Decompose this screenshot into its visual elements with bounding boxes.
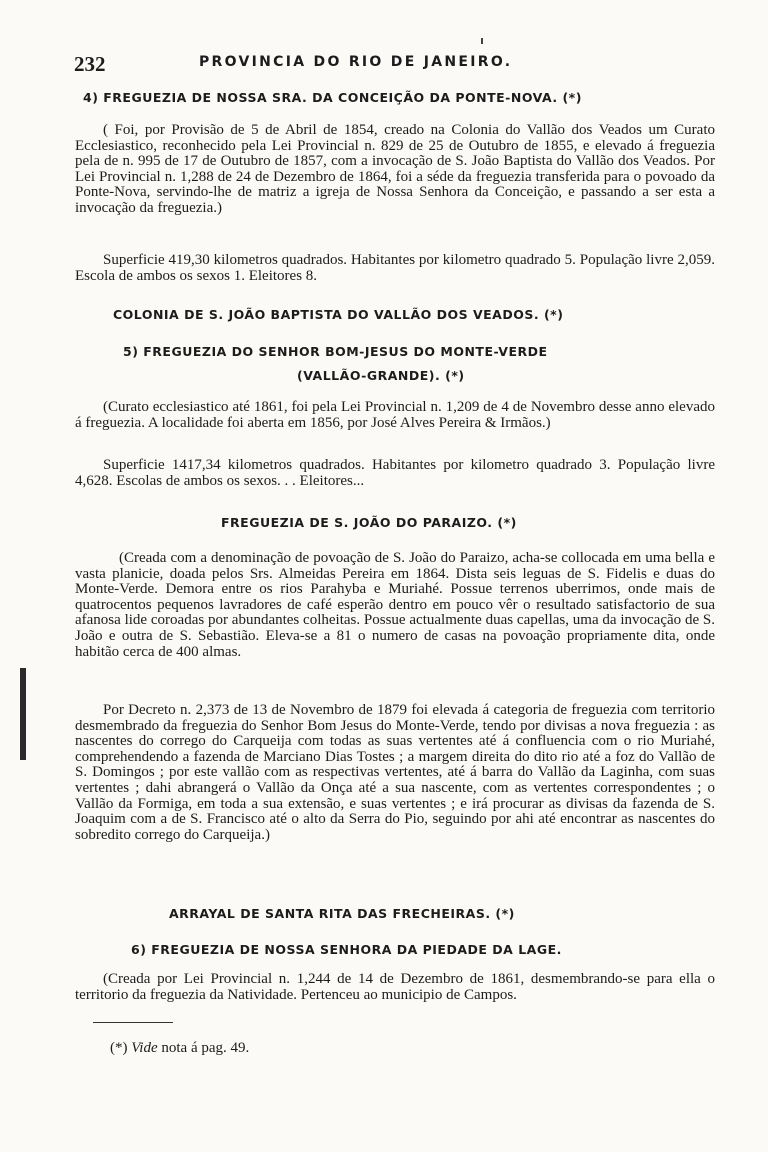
section-heading: ARRAYAL DE SANTA RITA DAS FRECHEIRAS. (*) [169, 906, 515, 921]
paragraph: (Curato ecclesiastico até 1861, foi pela Lei Provincial n. 1,209 de 4 de Novembro desse anno elevado á freguezia. A localidade foi aberta em 1856, por José Alves Pereira & Irmãos.) [75, 399, 715, 431]
section-heading: COLONIA DE S. JOÃO BAPTISTA DO VALLÃO DOS VEADOS. (*) [113, 307, 564, 322]
margin-ink-mark [20, 668, 26, 760]
section-piedade-lage-body [75, 972, 715, 1003]
section-heading: 4) FREGUEZIA DE NOSSA SRA. DA CONCEIÇÃO DA PONTE-NOVA. (*) [83, 90, 582, 105]
section-ponte-nova [75, 90, 715, 105]
section-heading: 5) FREGUEZIA DO SENHOR BOM-JESUS DO MONTE-VERDE [123, 344, 548, 359]
section-ponte-nova-body [75, 123, 715, 217]
section-paraizo-decree [75, 703, 715, 843]
paragraph: Superficie 419,30 kilometros quadrados. Habitantes por kilometro quadrado 5. População livre 2,059. Escola de ambos os sexos 1. Eleitores 8. [75, 252, 715, 284]
footnote-rule [93, 1022, 173, 1023]
section-monte-verde-body [75, 400, 715, 431]
section-ponte-nova-stats [75, 253, 715, 284]
section-colonia [75, 307, 715, 322]
footnote [110, 1040, 249, 1057]
section-monte-verde-stats [75, 458, 715, 489]
footnote-text: nota á pag. 49. [161, 1040, 250, 1056]
paragraph: (Creada por Lei Provincial n. 1,244 de 14 de Dezembro de 1861, desmembrando-se para ella o territorio da freguezia da Natividade. Pertenceu ao municipio de Campos. [75, 971, 715, 1003]
section-paraizo-body [75, 551, 715, 660]
page-header [74, 48, 714, 78]
print-mark [481, 38, 483, 44]
running-title: PROVINCIA DO RIO DE JANEIRO. [199, 54, 513, 70]
section-piedade-lage [75, 942, 715, 957]
paragraph: ( Foi, por Provisão de 5 de Abril de 1854, creado na Colonia do Vallão dos Veados um Curato Ecclesiastico, reconhecido pela Lei Provincial n. 829 de 25 de Outubro de 1855, e elevado á freguezia pela de n. 995 de 17 de Outubro de 1857, com a invocação de S. João Baptista do Vallão dos Veados. Por Lei Provincial n. 1,288 de 24 de Dezembro de 1864, foi a séde da freguezia transferida para o povoado da Ponte-Nova, servindo-lhe de matriz a igreja de Nossa Senhora da Conceição, e passando a ser esta a invocação da freguezia.) [75, 122, 715, 216]
section-monte-verde [75, 344, 715, 383]
footnote-marker: (*) [110, 1040, 128, 1056]
footnote-vide: Vide [131, 1040, 158, 1056]
section-santa-rita [75, 906, 715, 921]
section-heading: 6) FREGUEZIA DE NOSSA SENHORA DA PIEDADE DA LAGE. [131, 942, 562, 957]
paragraph: Por Decreto n. 2,373 de 13 de Novembro de 1879 foi elevada á categoria de freguezia com territorio desmembrado da freguezia do Senhor Bom Jesus do Monte-Verde, tendo por divisas a nova freguezia : as nascentes do corrego do Carqueija com todas as suas vertentes até á confluencia com o rio Muriahé, comprehendendo a fazenda de Marciano Dias Tostes ; a margem direita do dito rio até a foz do Vallão de S. Domingos ; por este vallão com as respectivas vertentes, até á barra do Vallão da Laginha, com suas vertentes ; dahi abrangerá o Vallão da Onça até a sua nascente, com as vertentes correspondentes ; o Vallão da Formiga, em toda a sua extensão, e suas vertentes ; e irá procurar as divisas da fazenda de S. Joaquim com a de S. Francisco até o alto da Serra do Pio, seguindo por ahi até encontrar as nascentes do sobredito corrego do Carqueija.) [75, 702, 715, 843]
paragraph: (Creada com a denominação de povoação de S. João do Paraizo, acha-se collocada em uma bella e vasta planicie, doada pelos Srs. Almeidas Pereira em 1864. Dista seis leguas de S. Fidelis e duas do Monte-Verde. Demora entre os rios Parahyba e Muriahé. Possue terrenos uberrimos, onde mais de quatrocentos pequenos lavradores de café esperão dentro em pouco vêr o resultado satisfactorio de sua afanosa lide coroadas por abundantes colheitas. Possue actualmente duas capellas, uma da invocação de S. João e outra de S. Sebastião. Eleva-se a 81 o numero de casas na povoação propriamente dita, onde habitão cerca de 400 almas. [75, 550, 715, 660]
section-heading: FREGUEZIA DE S. JOÃO DO PARAIZO. (*) [221, 515, 517, 530]
section-paraizo [75, 515, 715, 530]
page-number: 232 [74, 52, 106, 76]
section-heading-line2: (VALLÃO-GRANDE). (*) [297, 368, 465, 383]
paragraph: Superficie 1417,34 kilometros quadrados. Habitantes por kilometro quadrado 3. População livre 4,628. Escolas de ambos os sexos. . . Eleitores... [75, 457, 715, 489]
